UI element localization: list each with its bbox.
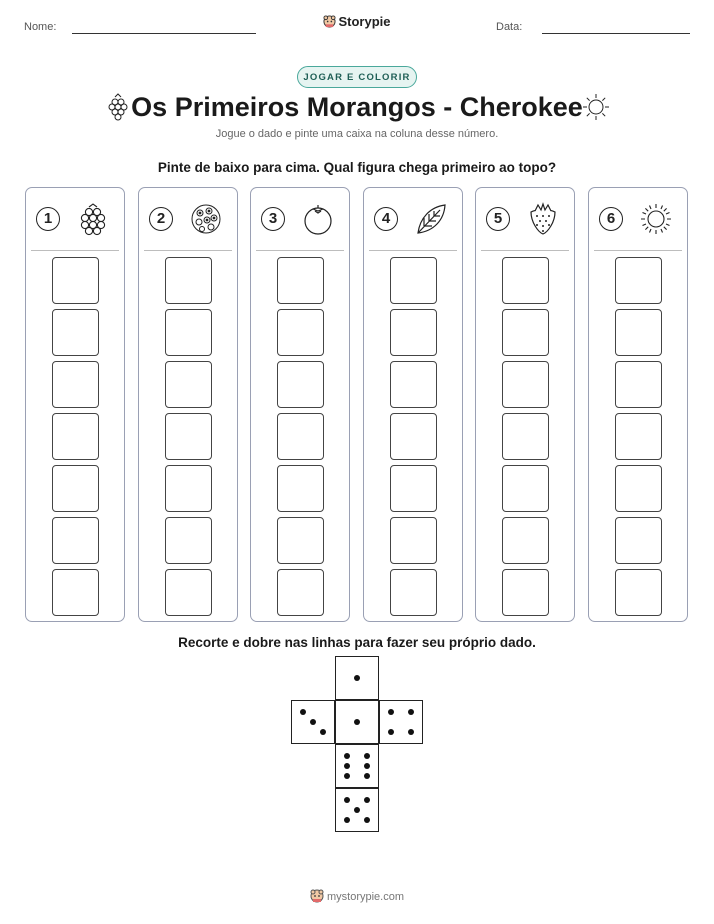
- die-pip: [354, 807, 360, 813]
- die-pip: [300, 709, 306, 715]
- color-box[interactable]: [390, 517, 437, 564]
- column-divider: [594, 250, 682, 251]
- color-box[interactable]: [52, 257, 99, 304]
- die-pip: [310, 719, 316, 725]
- color-box[interactable]: [615, 413, 662, 460]
- date-label: Data:: [496, 21, 523, 33]
- brand-name: Storypie: [338, 14, 391, 29]
- die-pip: [364, 753, 370, 759]
- color-box[interactable]: [615, 569, 662, 616]
- column-number: 6: [599, 207, 623, 231]
- color-box[interactable]: [277, 309, 324, 356]
- color-box[interactable]: [390, 569, 437, 616]
- column-1: [25, 187, 125, 622]
- color-box[interactable]: [615, 517, 662, 564]
- page-title: Os Primeiros Morangos - Cherokee: [131, 92, 583, 122]
- die-face: [335, 744, 379, 788]
- color-box[interactable]: [52, 413, 99, 460]
- color-box[interactable]: [502, 309, 549, 356]
- color-box[interactable]: [390, 361, 437, 408]
- name-label: Nome:: [24, 21, 57, 33]
- color-box[interactable]: [277, 517, 324, 564]
- die-pip: [344, 773, 350, 779]
- die-pip: [344, 763, 350, 769]
- tomato-icon: [301, 202, 335, 236]
- die-face: [379, 700, 423, 744]
- sun-icon: [639, 202, 673, 236]
- color-box[interactable]: [52, 569, 99, 616]
- column-number: 5: [486, 207, 510, 231]
- column-divider: [369, 250, 457, 251]
- column-divider: [144, 250, 232, 251]
- die-pip: [344, 797, 350, 803]
- die-pip: [364, 763, 370, 769]
- color-box[interactable]: [277, 465, 324, 512]
- color-box[interactable]: [502, 413, 549, 460]
- color-box[interactable]: [277, 569, 324, 616]
- die-pip: [364, 773, 370, 779]
- color-box[interactable]: [165, 517, 212, 564]
- die-face: [335, 656, 379, 700]
- color-box[interactable]: [615, 465, 662, 512]
- page-subtitle: Jogue o dado e pinte uma caixa na coluna desse número.: [215, 128, 499, 140]
- color-box[interactable]: [52, 465, 99, 512]
- die-pip: [364, 797, 370, 803]
- die-face: [335, 788, 379, 832]
- color-box[interactable]: [165, 569, 212, 616]
- color-box[interactable]: [277, 257, 324, 304]
- column-5: [475, 187, 575, 622]
- column-2: [138, 187, 238, 622]
- color-box[interactable]: [165, 413, 212, 460]
- color-box[interactable]: [165, 309, 212, 356]
- die-pip: [388, 729, 394, 735]
- color-box[interactable]: [277, 413, 324, 460]
- instruction-bottom: Recorte e dobre nas linhas para fazer seu próprio dado.: [178, 635, 536, 650]
- storypie-logo-icon: [323, 15, 336, 28]
- color-box[interactable]: [502, 517, 549, 564]
- column-divider: [31, 250, 119, 251]
- storypie-logo-icon: [310, 889, 324, 903]
- column-4: [363, 187, 463, 622]
- color-box[interactable]: [502, 569, 549, 616]
- column-number: 1: [36, 207, 60, 231]
- color-box[interactable]: [615, 257, 662, 304]
- color-box[interactable]: [390, 257, 437, 304]
- color-box[interactable]: [502, 465, 549, 512]
- color-box[interactable]: [165, 361, 212, 408]
- color-box[interactable]: [502, 257, 549, 304]
- die-pip: [354, 675, 360, 681]
- die-pip: [408, 709, 414, 715]
- leaf-icon: [414, 202, 448, 236]
- footer: [0, 889, 714, 903]
- die-face: [335, 700, 379, 744]
- die-pip: [354, 719, 360, 725]
- column-divider: [256, 250, 344, 251]
- color-box[interactable]: [615, 361, 662, 408]
- title-sun-icon: [582, 93, 610, 121]
- color-box[interactable]: [615, 309, 662, 356]
- die-pip: [344, 817, 350, 823]
- date-line: [542, 33, 690, 34]
- column-number: 2: [149, 207, 173, 231]
- column-number: 3: [261, 207, 285, 231]
- name-line: [72, 33, 256, 34]
- color-box[interactable]: [165, 257, 212, 304]
- bush-icon: [189, 202, 223, 236]
- die-pip: [344, 753, 350, 759]
- color-box[interactable]: [390, 413, 437, 460]
- column-3: [250, 187, 350, 622]
- column-divider: [481, 250, 569, 251]
- die-pip: [320, 729, 326, 735]
- die-pip: [364, 817, 370, 823]
- color-box[interactable]: [277, 361, 324, 408]
- column-6: [588, 187, 688, 622]
- color-box[interactable]: [390, 465, 437, 512]
- strawberry-icon: [526, 202, 560, 236]
- column-number: 4: [374, 207, 398, 231]
- color-box[interactable]: [502, 361, 549, 408]
- color-box[interactable]: [52, 309, 99, 356]
- brand: [0, 14, 714, 29]
- color-box[interactable]: [165, 465, 212, 512]
- footer-url: mystorypie.com: [326, 891, 405, 903]
- raspberry-icon: [76, 202, 110, 236]
- activity-badge: JOGAR E COLORIR: [297, 66, 417, 88]
- die-net: [290, 656, 426, 836]
- instruction-top: Pinte de baixo para cima. Qual figura chega primeiro ao topo?: [157, 160, 557, 175]
- die-pip: [408, 729, 414, 735]
- color-box[interactable]: [52, 361, 99, 408]
- die-face: [291, 700, 335, 744]
- die-pip: [388, 709, 394, 715]
- color-box[interactable]: [52, 517, 99, 564]
- color-box[interactable]: [390, 309, 437, 356]
